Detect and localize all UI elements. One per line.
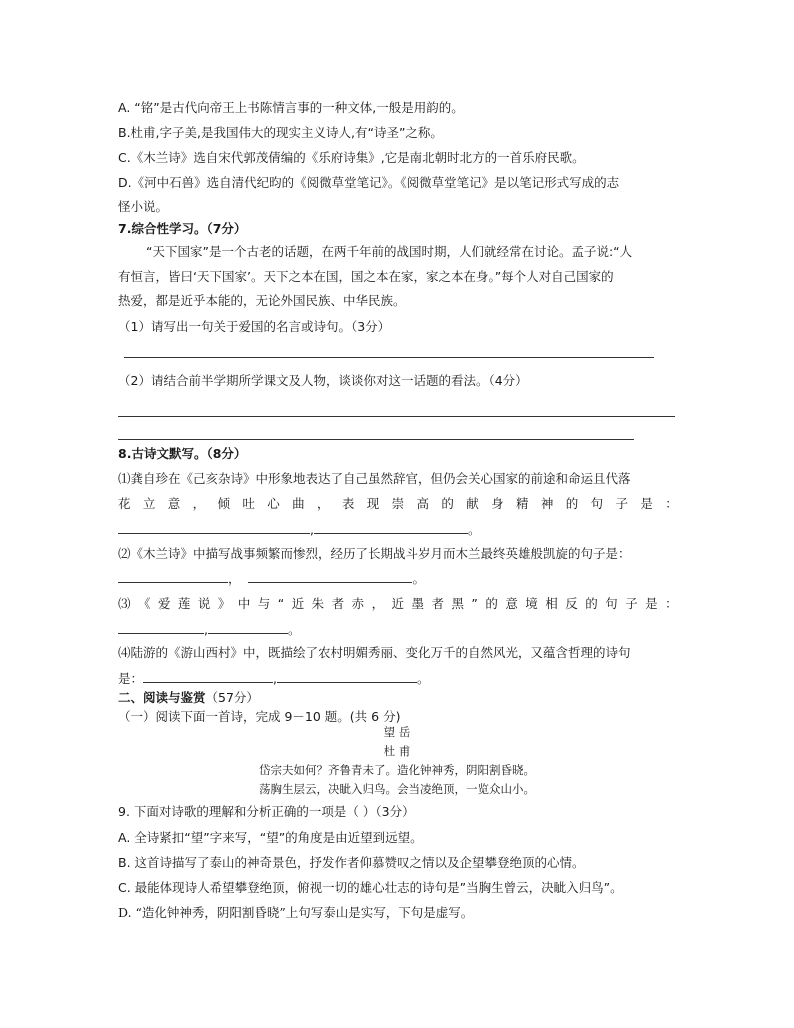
q7-sub2: （2）请结合前半学期所学课文及人物，谈谈你对这一话题的看法。（4分） bbox=[118, 373, 528, 388]
poem-author: 杜 甫 bbox=[383, 744, 411, 758]
spread-char: 的 bbox=[585, 596, 598, 611]
spread-char: 赤 bbox=[351, 596, 365, 611]
q7-answer-line-1[interactable] bbox=[124, 357, 654, 358]
spread-char: 句 bbox=[590, 496, 604, 511]
poem-line1: 岱宗夫如何？齐鲁青未了。造化钟神秀，阴阳割昏晓。 bbox=[259, 763, 535, 777]
q8-item3-blank-b[interactable] bbox=[208, 620, 288, 634]
spread-char: 境 bbox=[525, 596, 538, 611]
q8-item2-blank-a[interactable] bbox=[118, 569, 228, 583]
poem-title: 望 岳 bbox=[383, 725, 411, 739]
spread-char: 子 bbox=[615, 496, 629, 511]
spread-char: 崇 bbox=[391, 496, 405, 511]
q8-item4-blank-a[interactable] bbox=[143, 669, 273, 683]
spread-char: 中 bbox=[237, 596, 251, 611]
spread-char: 的 bbox=[565, 496, 579, 511]
spread-char: 反 bbox=[565, 596, 578, 611]
q8-item2-blank-b[interactable] bbox=[248, 569, 412, 583]
spread-char: 身 bbox=[491, 496, 504, 511]
spread-char: 与 bbox=[257, 596, 271, 611]
spread-char: 神 bbox=[540, 496, 554, 511]
q7-paragraph-line1: “天下国家”是一个古老的话题，在两千年前的战国时期，人们就经常在讨论。孟子说:“人 bbox=[146, 244, 633, 259]
option-a: A. “铭”是古代向帝王上书陈情言事的一种文体,一般是用韵的。 bbox=[118, 100, 464, 115]
spread-char: 相 bbox=[545, 596, 558, 611]
spread-char: 墨 bbox=[411, 596, 425, 611]
spread-char: 句 bbox=[605, 596, 618, 611]
period: 。 bbox=[467, 522, 481, 537]
spread-char: 吐 bbox=[242, 496, 255, 511]
spread-char: 》 bbox=[217, 596, 231, 611]
q8-item1-line2 bbox=[118, 495, 678, 513]
spread-char: ： bbox=[665, 496, 678, 511]
spread-char: 立 bbox=[142, 496, 156, 511]
q9-stem: 9. 下面对诗歌的理解和分析正确的一项是（ ）（3分） bbox=[118, 804, 415, 819]
spread-char: ⑶ bbox=[118, 596, 131, 611]
spread-char: 朱 bbox=[311, 596, 325, 611]
separator: , bbox=[310, 522, 314, 537]
spread-char: 表 bbox=[341, 496, 355, 511]
section2-sub1: （一）阅读下面一首诗，完成 9－10 题。(共 6 分) bbox=[118, 709, 401, 724]
q9-option-c: C. 最能体现诗人希望攀登绝顶，俯视一切的雄心壮志的诗句是”当胸生曾云，决眦入归鸟”。 bbox=[118, 880, 623, 895]
q7-answer-line-2[interactable] bbox=[118, 416, 675, 417]
spread-char: 的 bbox=[485, 596, 498, 611]
spread-char: 倾 bbox=[217, 496, 231, 511]
q7-title: 7.综合性学习。（7分） bbox=[118, 221, 247, 236]
q7-sub1: （1）请写出一句关于爱国的名言或诗句。（3分） bbox=[118, 319, 391, 334]
q8-item2-blanks bbox=[118, 569, 425, 588]
period: 。 bbox=[412, 571, 425, 586]
spread-char: 意 bbox=[505, 596, 518, 611]
option-d-line2: 怪小说。 bbox=[118, 199, 169, 214]
spread-char: 的 bbox=[441, 496, 454, 511]
q8-item3-blanks bbox=[118, 620, 301, 639]
q8-item1-line1: ⑴龚自珍在《己亥杂诗》中形象地表达了自己虽然辞官，但仍会关心国家的前途和命运且代落 bbox=[118, 471, 631, 486]
spread-char: 爱 bbox=[157, 596, 171, 611]
spread-char: 者 bbox=[431, 596, 444, 611]
section2-heading bbox=[118, 689, 259, 707]
q9-option-b: B. 这首诗描写了泰山的神奇景色，抒发作者仰慕赞叹之情以及企望攀登绝顶的心情。 bbox=[118, 855, 585, 870]
period: 。 bbox=[287, 622, 301, 637]
option-d-line1: D.《河中石兽》选自清代纪昀的《阅微草堂笔记》。《阅微草堂笔记》是以笔记形式写成的志 bbox=[118, 175, 620, 190]
spread-char: 近 bbox=[291, 596, 305, 611]
spread-char: 近 bbox=[391, 596, 405, 611]
spread-char: 《 bbox=[137, 596, 151, 611]
q8-item4-line1: ⑷陆游的《游山西村》中，既描绘了农村明媚秀丽、变化万千的自然风光，又蕴含哲理的诗句 bbox=[118, 645, 631, 660]
spread-char: ， bbox=[371, 596, 385, 611]
q7-paragraph-line2: 有恒言，皆曰‘天下国家’。天下之本在国，国之本在家，家之本在身。”每个人对自己国家的 bbox=[118, 269, 614, 284]
q9-option-d: D. “造化钟神秀，阴阳割昏晓”上句写泰山是实写，下句是虚写。 bbox=[118, 905, 474, 920]
option-c: C.《木兰诗》选自宋代郭茂倩编的《乐府诗集》,它是南北朝时北方的一首乐府民歌。 bbox=[118, 150, 585, 165]
spread-char: 是 bbox=[640, 496, 653, 511]
period: 。 bbox=[417, 671, 430, 686]
spread-char: 说 bbox=[197, 596, 211, 611]
spread-char: ” bbox=[471, 596, 478, 611]
q8-item3-blank-a[interactable] bbox=[118, 620, 204, 634]
q8-item4-blank-b[interactable] bbox=[277, 669, 417, 683]
q8-item4-prefix: 是： bbox=[118, 671, 144, 686]
q8-item1-blank-b[interactable] bbox=[314, 520, 468, 534]
q9-option-a: A. 全诗紧扣“望”字来写，“望”的角度是由近望到远望。 bbox=[118, 830, 423, 845]
q8-title: 8.古诗文默写。（8分） bbox=[118, 446, 247, 461]
q7-answer-line-3[interactable] bbox=[118, 439, 634, 440]
q8-item1-blank-a[interactable] bbox=[118, 520, 310, 534]
separator: , bbox=[204, 622, 208, 637]
spread-char: 意 bbox=[167, 496, 181, 511]
spread-char: 现 bbox=[366, 496, 380, 511]
spread-char: ， bbox=[317, 496, 330, 511]
q8-item1-blanks bbox=[118, 520, 481, 539]
spread-char: “ bbox=[277, 596, 285, 611]
spread-char: 献 bbox=[466, 496, 479, 511]
poem-line2: 荡胸生层云，决眦入归鸟。会当凌绝顶，一览众山小。 bbox=[259, 782, 535, 796]
spread-char: 莲 bbox=[177, 596, 191, 611]
separator: , bbox=[273, 671, 277, 686]
separator: ， bbox=[228, 571, 241, 586]
spread-char: 高 bbox=[416, 496, 430, 511]
spread-char: ： bbox=[665, 596, 678, 611]
option-b: B.杜甫,字子美,是我国伟大的现实主义诗人,有“诗圣”之称。 bbox=[118, 125, 443, 140]
spread-char: 精 bbox=[516, 496, 529, 511]
spread-char: 花 bbox=[118, 496, 131, 511]
spread-char: 心 bbox=[267, 496, 280, 511]
q8-item4-line2 bbox=[118, 669, 430, 688]
spread-char: 黑 bbox=[451, 596, 464, 611]
q8-item3 bbox=[118, 595, 678, 613]
spread-char: 曲 bbox=[292, 496, 305, 511]
spread-char: ， bbox=[192, 496, 206, 511]
spread-char: 者 bbox=[331, 596, 345, 611]
section2-score: （57分） bbox=[205, 690, 259, 705]
spread-char: 子 bbox=[625, 596, 638, 611]
q8-item2: ⑵《木兰诗》中描写战事频繁而惨烈，经历了长期战斗岁月而木兰最终英雄般凯旋的句子是： bbox=[118, 546, 631, 561]
q7-paragraph-line3: 热爱，都是近乎本能的，无论外国民族、中华民族。 bbox=[118, 293, 406, 308]
section2-title: 二、阅读与鉴赏 bbox=[118, 690, 206, 705]
spread-char: 是 bbox=[645, 596, 658, 611]
